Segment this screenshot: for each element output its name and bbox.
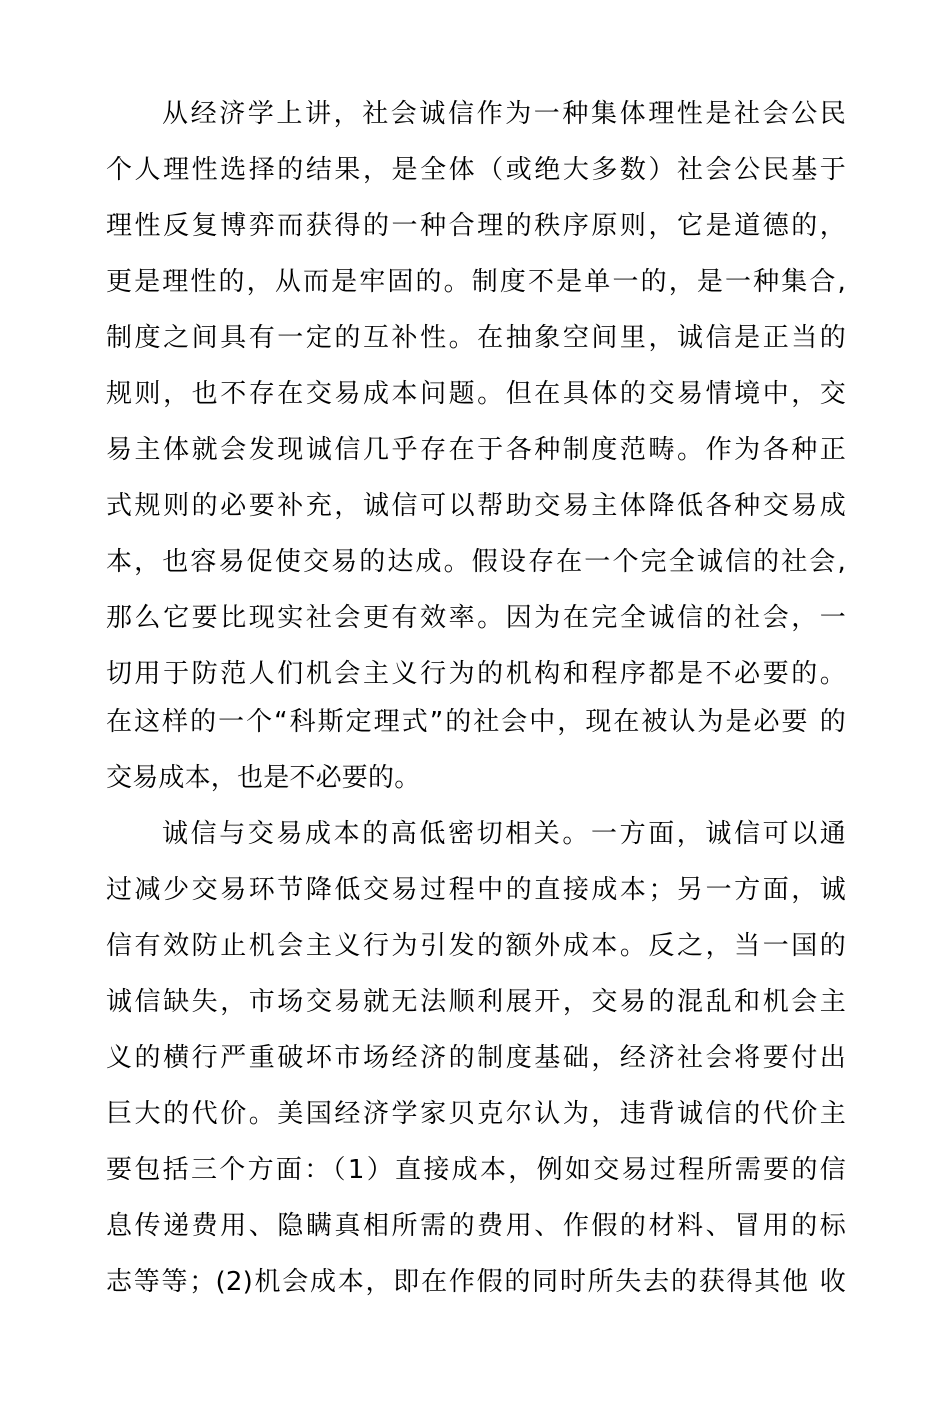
paragraph-2-line-2: 过减少交易环节降低交易过程中的直接成本；另一方面，诚 <box>106 875 846 905</box>
paragraph-1-line-3: 理性反复博弈而获得的一种合理的秩序原则，它是道德的， <box>106 211 846 241</box>
paragraph-2-line-6: 巨大的代价。美国经济学家贝克尔认为，违背诚信的代价主 <box>106 1099 846 1129</box>
paragraph-2-line-9: 志等等；(2)机会成本，即在作假的同时所失去的获得其他 收 <box>106 1267 846 1297</box>
paragraph-2-line-3: 信有效防止机会主义行为引发的额外成本。反之，当一国的 <box>106 931 846 961</box>
paragraph-1-line-9: 本，也容易促使交易的达成。假设存在一个完全诚信的社会, <box>106 547 846 577</box>
paragraph-1-line-12: 在这样的一个“科斯定理式”的社会中，现在被认为是必要 的 <box>106 707 846 737</box>
paragraph-2-line-1: 诚信与交易成本的高低密切相关。一方面，诚信可以通 <box>162 819 846 849</box>
paragraph-2-line-7: 要包括三个方面：（1）直接成本，例如交易过程所需要的信 <box>106 1155 846 1185</box>
paragraph-2-line-4: 诚信缺失，市场交易就无法顺利展开，交易的混乱和机会主 <box>106 987 846 1017</box>
paragraph-1-line-6: 规则，也不存在交易成本问题。但在具体的交易情境中，交 <box>106 379 846 409</box>
paragraph-1-line-11: 切用于防范人们机会主义行为的机构和程序都是不必要的。 <box>106 659 846 689</box>
paragraph-1-line-13: 交易成本，也是不必要的。 <box>106 763 421 793</box>
paragraph-1-line-10: 那么它要比现实社会更有效率。因为在完全诚信的社会，一 <box>106 603 846 633</box>
paragraph-1-line-8: 式规则的必要补充，诚信可以帮助交易主体降低各种交易成 <box>106 491 846 521</box>
paragraph-1-line-2: 个人理性选择的结果，是全体（或绝大多数）社会公民基于 <box>106 155 846 185</box>
paragraph-1-line-5: 制度之间具有一定的互补性。在抽象空间里，诚信是正当的 <box>106 323 846 353</box>
paragraph-1-line-1: 从经济学上讲，社会诚信作为一种集体理性是社会公民 <box>162 99 846 129</box>
paragraph-1-line-4: 更是理性的，从而是牢固的。制度不是单一的，是一种集合, <box>106 267 846 297</box>
paragraph-1-line-7: 易主体就会发现诚信几乎存在于各种制度范畴。作为各种正 <box>106 435 846 465</box>
paragraph-2-line-5: 义的横行严重破坏市场经济的制度基础，经济社会将要付出 <box>106 1043 846 1073</box>
paragraph-2-line-8: 息传递费用、隐瞒真相所需的费用、作假的材料、冒用的标 <box>106 1211 846 1241</box>
